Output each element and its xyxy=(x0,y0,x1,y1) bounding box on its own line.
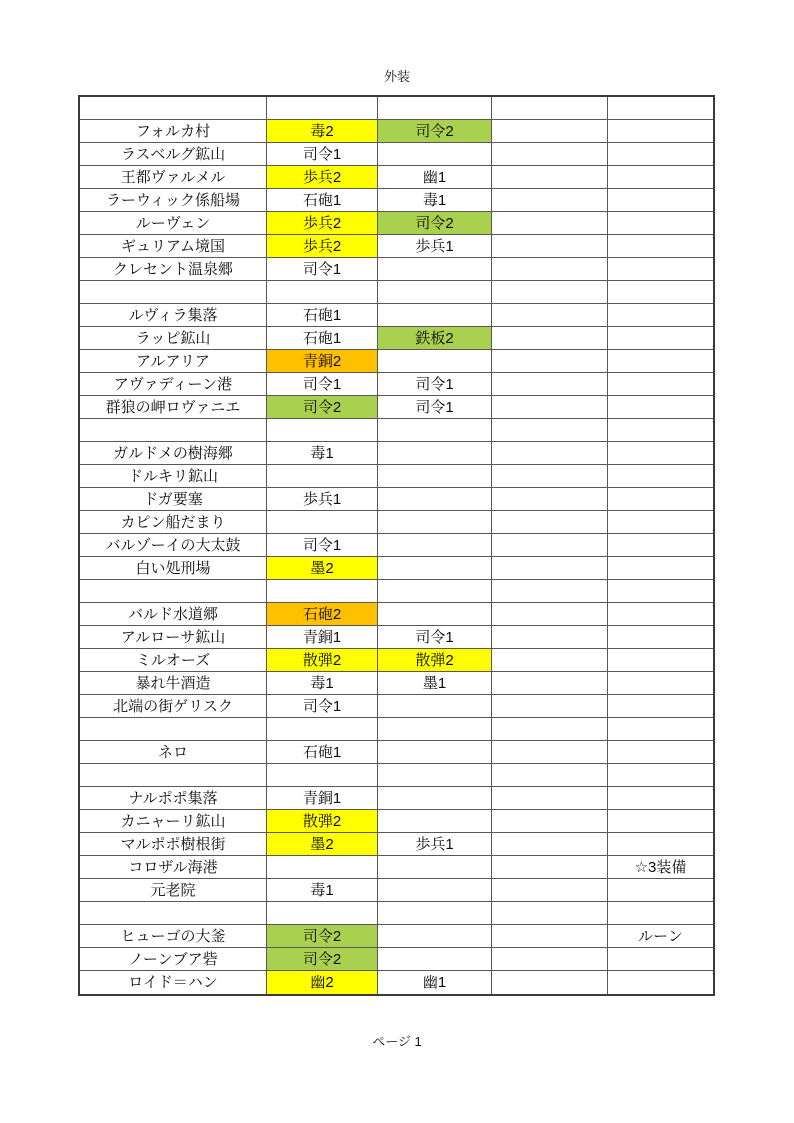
cell-slot-1: 歩兵2 xyxy=(267,166,378,189)
table-row xyxy=(80,396,713,419)
table-row xyxy=(80,626,713,649)
cell-slot-2: 鉄板2 xyxy=(378,327,492,350)
cell-location-name: フォルカ村 xyxy=(80,120,267,143)
cell-slot-3 xyxy=(492,603,608,626)
cell-slot-2 xyxy=(378,488,492,511)
table-row xyxy=(80,97,713,120)
cell-slot-3 xyxy=(492,626,608,649)
cell-slot-3 xyxy=(492,143,608,166)
cell-slot-2 xyxy=(378,419,492,442)
cell-slot-2 xyxy=(378,97,492,120)
cell-slot-1: 歩兵2 xyxy=(267,235,378,258)
table-row xyxy=(80,143,713,166)
cell-location-name: 暴れ牛酒造 xyxy=(80,672,267,695)
cell-slot-1: 司令1 xyxy=(267,695,378,718)
cell-slot-2 xyxy=(378,465,492,488)
cell-slot-1: 司令1 xyxy=(267,373,378,396)
table-row xyxy=(80,235,713,258)
cell-slot-1 xyxy=(267,856,378,879)
table-row xyxy=(80,764,713,787)
table-row xyxy=(80,833,713,856)
cell-slot-2 xyxy=(378,879,492,902)
cell-slot-1: 散弾2 xyxy=(267,649,378,672)
cell-slot-3 xyxy=(492,557,608,580)
cell-slot-3 xyxy=(492,327,608,350)
cell-slot-4 xyxy=(608,511,713,534)
cell-slot-1: 石砲1 xyxy=(267,304,378,327)
cell-slot-4 xyxy=(608,764,713,787)
cell-slot-4 xyxy=(608,971,713,994)
cell-location-name xyxy=(80,419,267,442)
cell-slot-2: 司令2 xyxy=(378,212,492,235)
cell-location-name: ガルドメの樹海郷 xyxy=(80,442,267,465)
cell-location-name: カニャーリ鉱山 xyxy=(80,810,267,833)
cell-location-name: ドルキリ鉱山 xyxy=(80,465,267,488)
cell-slot-4 xyxy=(608,603,713,626)
cell-slot-1 xyxy=(267,281,378,304)
cell-slot-4 xyxy=(608,373,713,396)
cell-slot-4 xyxy=(608,718,713,741)
cell-slot-4 xyxy=(608,143,713,166)
cell-slot-1: 司令1 xyxy=(267,143,378,166)
cell-slot-1 xyxy=(267,764,378,787)
table-row xyxy=(80,741,713,764)
cell-location-name: ノーンブア砦 xyxy=(80,948,267,971)
cell-slot-1: 石砲2 xyxy=(267,603,378,626)
table-row xyxy=(80,948,713,971)
table-row xyxy=(80,695,713,718)
cell-location-name: ヒューゴの大釜 xyxy=(80,925,267,948)
cell-slot-1: 毒1 xyxy=(267,672,378,695)
cell-location-name: 北端の街ゲリスク xyxy=(80,695,267,718)
cell-slot-2: 幽1 xyxy=(378,166,492,189)
cell-slot-1 xyxy=(267,97,378,120)
cell-slot-2 xyxy=(378,741,492,764)
table-row xyxy=(80,879,713,902)
cell-slot-3 xyxy=(492,741,608,764)
cell-slot-2 xyxy=(378,258,492,281)
cell-slot-3 xyxy=(492,189,608,212)
cell-slot-4 xyxy=(608,235,713,258)
cell-slot-4 xyxy=(608,626,713,649)
table-row xyxy=(80,534,713,557)
cell-location-name: カピン船だまり xyxy=(80,511,267,534)
cell-slot-2 xyxy=(378,810,492,833)
cell-slot-2 xyxy=(378,856,492,879)
table-row xyxy=(80,419,713,442)
table-row xyxy=(80,488,713,511)
cell-slot-3 xyxy=(492,235,608,258)
table-row xyxy=(80,856,713,879)
cell-slot-2 xyxy=(378,902,492,925)
cell-slot-3 xyxy=(492,488,608,511)
table-row xyxy=(80,120,713,143)
cell-slot-3 xyxy=(492,948,608,971)
cell-slot-2 xyxy=(378,281,492,304)
table-row xyxy=(80,672,713,695)
cell-slot-2: 司令2 xyxy=(378,120,492,143)
cell-slot-2 xyxy=(378,603,492,626)
cell-location-name: ラーウィック係船場 xyxy=(80,189,267,212)
cell-slot-4 xyxy=(608,304,713,327)
table-row xyxy=(80,971,713,994)
cell-slot-4 xyxy=(608,948,713,971)
table-row xyxy=(80,442,713,465)
cell-slot-4 xyxy=(608,534,713,557)
cell-slot-4 xyxy=(608,787,713,810)
cell-slot-3 xyxy=(492,810,608,833)
cell-slot-1: 司令2 xyxy=(267,925,378,948)
cell-slot-4 xyxy=(608,465,713,488)
table-row xyxy=(80,465,713,488)
cell-location-name: ギュリアム境国 xyxy=(80,235,267,258)
cell-slot-1 xyxy=(267,718,378,741)
cell-slot-3 xyxy=(492,902,608,925)
cell-slot-2 xyxy=(378,948,492,971)
cell-slot-4: ルーン xyxy=(608,925,713,948)
cell-slot-3 xyxy=(492,350,608,373)
table-row xyxy=(80,925,713,948)
cell-location-name: ドガ要塞 xyxy=(80,488,267,511)
cell-slot-1 xyxy=(267,419,378,442)
cell-slot-4: ☆3装備 xyxy=(608,856,713,879)
cell-slot-3 xyxy=(492,212,608,235)
table-row xyxy=(80,580,713,603)
cell-location-name: 王都ヴァルメル xyxy=(80,166,267,189)
cell-slot-4 xyxy=(608,649,713,672)
equipment-table xyxy=(78,95,715,996)
cell-slot-1: 石砲1 xyxy=(267,189,378,212)
cell-location-name: ルーヴェン xyxy=(80,212,267,235)
cell-slot-2 xyxy=(378,787,492,810)
cell-slot-3 xyxy=(492,465,608,488)
table-row xyxy=(80,166,713,189)
cell-slot-3 xyxy=(492,97,608,120)
cell-slot-4 xyxy=(608,166,713,189)
cell-slot-4 xyxy=(608,120,713,143)
cell-location-name xyxy=(80,764,267,787)
cell-location-name: 群狼の岬ロヴァニエ xyxy=(80,396,267,419)
cell-location-name: ラッピ鉱山 xyxy=(80,327,267,350)
cell-location-name xyxy=(80,97,267,120)
cell-slot-2 xyxy=(378,695,492,718)
table-row xyxy=(80,281,713,304)
cell-slot-2 xyxy=(378,718,492,741)
cell-location-name: アヴァディーン港 xyxy=(80,373,267,396)
cell-location-name: バルゾーイの大太鼓 xyxy=(80,534,267,557)
cell-location-name: ルヴィラ集落 xyxy=(80,304,267,327)
cell-slot-2: 墨1 xyxy=(378,672,492,695)
cell-slot-2 xyxy=(378,534,492,557)
cell-slot-1: 石砲1 xyxy=(267,741,378,764)
cell-slot-1 xyxy=(267,902,378,925)
cell-slot-3 xyxy=(492,925,608,948)
cell-slot-1: 青銅2 xyxy=(267,350,378,373)
table-row xyxy=(80,603,713,626)
cell-slot-4 xyxy=(608,810,713,833)
cell-slot-2 xyxy=(378,442,492,465)
cell-slot-2 xyxy=(378,764,492,787)
table-row xyxy=(80,373,713,396)
cell-slot-1: 毒2 xyxy=(267,120,378,143)
cell-slot-2 xyxy=(378,511,492,534)
cell-location-name xyxy=(80,580,267,603)
cell-slot-4 xyxy=(608,327,713,350)
cell-slot-2: 毒1 xyxy=(378,189,492,212)
cell-slot-3 xyxy=(492,764,608,787)
table-row xyxy=(80,350,713,373)
cell-slot-3 xyxy=(492,166,608,189)
cell-location-name: コロザル海港 xyxy=(80,856,267,879)
cell-location-name: ナルポポ集落 xyxy=(80,787,267,810)
table-row xyxy=(80,557,713,580)
cell-slot-3 xyxy=(492,373,608,396)
cell-slot-1: 司令2 xyxy=(267,948,378,971)
cell-slot-3 xyxy=(492,511,608,534)
cell-slot-2: 司令1 xyxy=(378,626,492,649)
cell-slot-3 xyxy=(492,281,608,304)
cell-slot-3 xyxy=(492,396,608,419)
table-row xyxy=(80,189,713,212)
cell-slot-3 xyxy=(492,672,608,695)
cell-slot-4 xyxy=(608,741,713,764)
cell-slot-1: 青銅1 xyxy=(267,626,378,649)
table-row xyxy=(80,327,713,350)
table-row xyxy=(80,649,713,672)
cell-slot-4 xyxy=(608,672,713,695)
cell-location-name: ネロ xyxy=(80,741,267,764)
cell-slot-4 xyxy=(608,695,713,718)
cell-slot-3 xyxy=(492,120,608,143)
cell-slot-1: 墨2 xyxy=(267,833,378,856)
table-row xyxy=(80,511,713,534)
cell-slot-4 xyxy=(608,281,713,304)
cell-slot-4 xyxy=(608,879,713,902)
cell-slot-3 xyxy=(492,442,608,465)
cell-location-name: ラスベルグ鉱山 xyxy=(80,143,267,166)
table-row xyxy=(80,304,713,327)
cell-location-name: 元老院 xyxy=(80,879,267,902)
cell-slot-4 xyxy=(608,557,713,580)
cell-slot-1: 青銅1 xyxy=(267,787,378,810)
cell-slot-1: 司令1 xyxy=(267,534,378,557)
cell-slot-3 xyxy=(492,971,608,994)
table-row xyxy=(80,810,713,833)
cell-slot-2 xyxy=(378,580,492,603)
cell-location-name: 白い処刑場 xyxy=(80,557,267,580)
cell-slot-3 xyxy=(492,833,608,856)
cell-slot-2: 司令1 xyxy=(378,373,492,396)
cell-slot-2: 司令1 xyxy=(378,396,492,419)
cell-slot-4 xyxy=(608,350,713,373)
cell-slot-1: 毒1 xyxy=(267,879,378,902)
cell-location-name xyxy=(80,718,267,741)
cell-slot-4 xyxy=(608,97,713,120)
cell-slot-4 xyxy=(608,212,713,235)
table-row xyxy=(80,718,713,741)
table-row xyxy=(80,902,713,925)
cell-slot-1: 墨2 xyxy=(267,557,378,580)
cell-slot-4 xyxy=(608,396,713,419)
cell-slot-2: 歩兵1 xyxy=(378,833,492,856)
cell-slot-2: 幽1 xyxy=(378,971,492,994)
page-number: ページ 1 xyxy=(372,1034,422,1049)
cell-slot-3 xyxy=(492,534,608,557)
cell-slot-1: 石砲1 xyxy=(267,327,378,350)
cell-slot-4 xyxy=(608,488,713,511)
cell-slot-2 xyxy=(378,557,492,580)
cell-slot-1: 司令2 xyxy=(267,396,378,419)
cell-slot-2 xyxy=(378,925,492,948)
cell-slot-3 xyxy=(492,856,608,879)
cell-slot-2: 歩兵1 xyxy=(378,235,492,258)
cell-location-name: アルローサ鉱山 xyxy=(80,626,267,649)
cell-location-name: バルド水道郷 xyxy=(80,603,267,626)
cell-slot-3 xyxy=(492,258,608,281)
cell-slot-3 xyxy=(492,879,608,902)
cell-slot-2: 散弾2 xyxy=(378,649,492,672)
cell-slot-2 xyxy=(378,304,492,327)
cell-location-name: マルポポ樹根街 xyxy=(80,833,267,856)
cell-slot-1: 散弾2 xyxy=(267,810,378,833)
cell-slot-4 xyxy=(608,580,713,603)
cell-slot-3 xyxy=(492,787,608,810)
cell-location-name xyxy=(80,281,267,304)
table-row xyxy=(80,212,713,235)
cell-slot-3 xyxy=(492,580,608,603)
cell-slot-1: 司令1 xyxy=(267,258,378,281)
cell-slot-4 xyxy=(608,902,713,925)
cell-slot-3 xyxy=(492,695,608,718)
cell-slot-1 xyxy=(267,465,378,488)
cell-location-name: クレセント温泉郷 xyxy=(80,258,267,281)
cell-slot-3 xyxy=(492,304,608,327)
cell-slot-3 xyxy=(492,419,608,442)
table-row xyxy=(80,787,713,810)
table-row xyxy=(80,258,713,281)
page-title: 外装 xyxy=(383,69,410,84)
cell-slot-1 xyxy=(267,511,378,534)
cell-location-name: アルアリア xyxy=(80,350,267,373)
cell-slot-1: 歩兵1 xyxy=(267,488,378,511)
cell-slot-4 xyxy=(608,419,713,442)
cell-slot-1: 幽2 xyxy=(267,971,378,994)
cell-location-name: ミルオーズ xyxy=(80,649,267,672)
cell-slot-4 xyxy=(608,833,713,856)
cell-slot-4 xyxy=(608,258,713,281)
cell-slot-1 xyxy=(267,580,378,603)
cell-slot-3 xyxy=(492,718,608,741)
cell-slot-2 xyxy=(378,143,492,166)
cell-slot-1: 歩兵2 xyxy=(267,212,378,235)
cell-slot-3 xyxy=(492,649,608,672)
cell-slot-4 xyxy=(608,189,713,212)
cell-slot-1: 毒1 xyxy=(267,442,378,465)
cell-location-name xyxy=(80,902,267,925)
cell-slot-4 xyxy=(608,442,713,465)
cell-slot-2 xyxy=(378,350,492,373)
cell-location-name: ロイド＝ハン xyxy=(80,971,267,994)
